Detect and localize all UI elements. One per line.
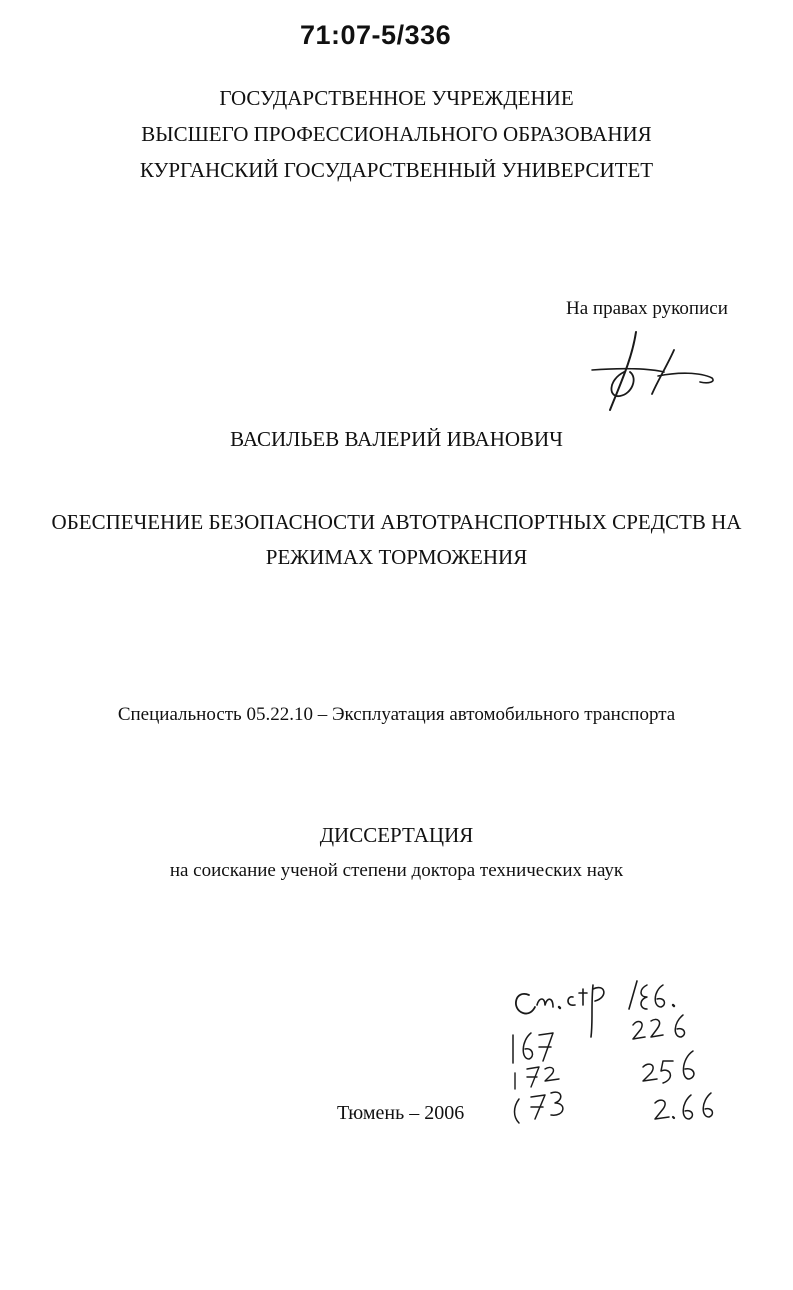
manuscript-note: На правах рукописи xyxy=(566,298,728,319)
specialty: Специальность 05.22.10 – Эксплуатация автомобильного транспорта xyxy=(117,704,676,725)
author-name: ВАСИЛЬЕВ ВАЛЕРИЙ ИВАНОВИЧ xyxy=(230,427,563,451)
document-type: ДИССЕРТАЦИЯ xyxy=(319,823,474,847)
institution-line-2: ВЫСШЕГО ПРОФЕССИОНАЛЬНОГО ОБРАЗОВАНИЯ xyxy=(141,122,652,146)
institution-line-1: ГОСУДАРСТВЕННОЕ УЧРЕЖДЕНИЕ xyxy=(219,86,574,110)
signature-icon xyxy=(588,318,728,428)
catalog-code: 71:07-5/336 xyxy=(300,20,452,50)
institution-line-3: КУРГАНСКИЙ ГОСУДАРСТВЕННЫЙ УНИВЕРСИТЕТ xyxy=(139,158,654,182)
handwritten-notes-icon xyxy=(505,975,725,1135)
title-line-2: РЕЖИМАХ ТОРМОЖЕНИЯ xyxy=(265,545,528,569)
degree-line: на соискание ученой степени доктора технических наук xyxy=(169,860,624,881)
title-line-1: ОБЕСПЕЧЕНИЕ БЕЗОПАСНОСТИ АВТОТРАНСПОРТНЫХ СРЕДСТВ НА xyxy=(51,510,742,534)
place-year: Тюмень – 2006 xyxy=(337,1102,465,1124)
